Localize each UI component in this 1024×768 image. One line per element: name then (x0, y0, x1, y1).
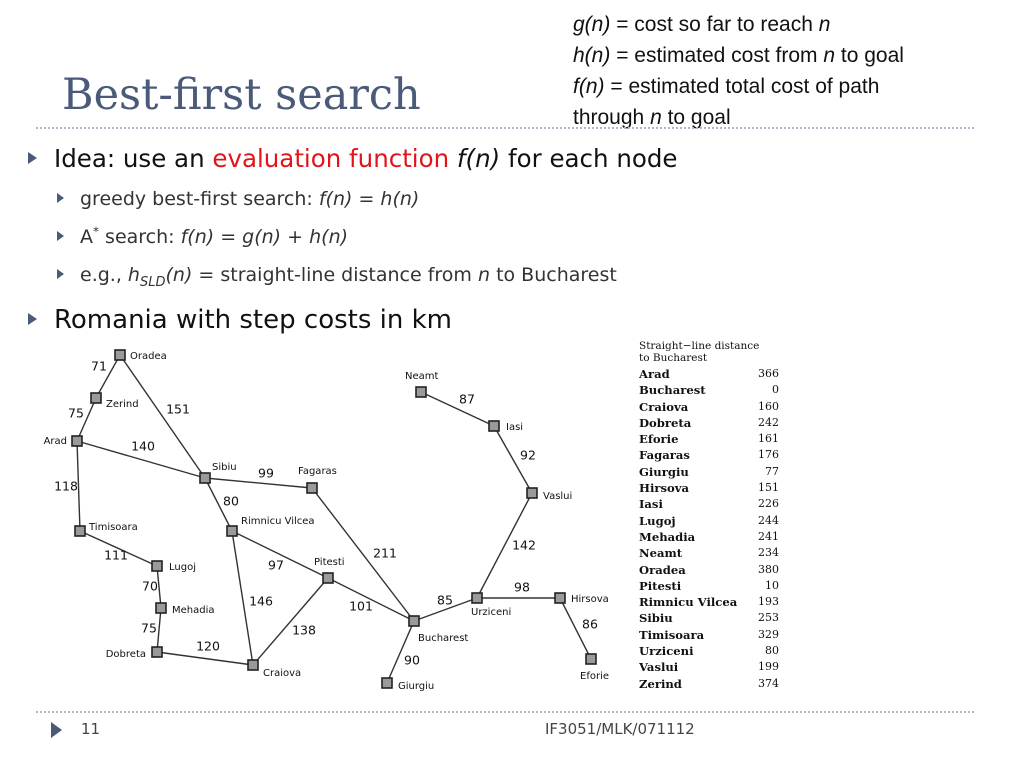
city-node-pitesti (323, 573, 333, 583)
city-node-bucharest (409, 616, 419, 626)
sld-row (639, 594, 779, 610)
city-label-urziceni: Urziceni (471, 607, 512, 618)
road-oradea-sibiu (120, 355, 205, 478)
city-label-mehadia: Mehadia (172, 605, 215, 616)
bullet-romania: Romania with step costs in km (28, 305, 452, 335)
sld-table (639, 340, 779, 692)
sld-distance: 241 (758, 529, 779, 543)
sld-city: Giurgiu (639, 464, 689, 479)
step-cost-label: 71 (91, 358, 107, 374)
sld-row (639, 382, 779, 398)
top-divider (36, 127, 974, 129)
sld-distance: 199 (758, 660, 779, 674)
city-node-craiova (248, 660, 258, 670)
road-dobreta-craiova (157, 652, 253, 665)
city-nodes (72, 350, 596, 688)
city-labels (44, 351, 609, 692)
sld-row (639, 513, 779, 529)
sld-row (639, 676, 779, 692)
sld-row (639, 578, 779, 594)
sld-distance: 234 (758, 546, 779, 560)
sld-city: Rimnicu Vilcea (639, 595, 738, 610)
step-cost-label: 70 (142, 578, 158, 594)
city-label-bucharest: Bucharest (418, 633, 469, 644)
city-label-lugoj: Lugoj (169, 562, 196, 573)
sld-distance: 176 (758, 448, 779, 462)
bullet-idea: Idea: use an evaluation function f(n) for each node (28, 144, 677, 173)
step-cost-label: 211 (373, 545, 397, 561)
footer-arrow-icon (51, 722, 62, 738)
sld-row (639, 447, 779, 463)
sld-distance: 160 (758, 399, 779, 413)
city-label-neamt: Neamt (405, 371, 439, 382)
sld-city: Craiova (639, 399, 689, 414)
city-label-eforie: Eforie (580, 671, 609, 682)
sld-city: Dobreta (639, 415, 692, 430)
road-iasi-neamt (421, 392, 494, 426)
city-node-giurgiu (382, 678, 392, 688)
sld-city: Oradea (639, 562, 686, 577)
sld-distance: 244 (758, 513, 779, 527)
sld-city: Arad (639, 367, 670, 381)
sld-city: Pitesti (639, 578, 682, 593)
city-label-rimnicu-vilcea: Rimnicu Vilcea (241, 516, 315, 527)
step-cost-label: 142 (512, 537, 536, 553)
sld-table-heading: Straight−line distance to Bucharest (639, 340, 760, 364)
sld-city: Lugoj (639, 513, 676, 528)
city-node-vaslui (527, 488, 537, 498)
definition-line: through n to goal (573, 106, 731, 129)
road-mehadia-dobreta (157, 608, 161, 652)
city-node-hirsova (555, 593, 565, 603)
step-cost-label: 101 (349, 598, 373, 614)
sld-city: Fagaras (639, 448, 690, 463)
sld-distance: 77 (765, 464, 779, 478)
city-node-oradea (115, 350, 125, 360)
city-label-sibiu: Sibiu (212, 462, 237, 473)
sld-row (639, 562, 779, 578)
city-label-pitesti: Pitesti (314, 557, 345, 568)
step-cost-label: 92 (520, 447, 536, 463)
sld-city: Sibiu (639, 611, 673, 626)
definition-line: f(n) = estimated total cost of path (573, 75, 880, 98)
bullet-arrow-icon (28, 313, 37, 325)
city-label-zerind: Zerind (106, 399, 139, 410)
step-cost-label: 111 (104, 547, 128, 563)
sld-city: Urziceni (639, 644, 694, 659)
sld-distance: 161 (758, 432, 779, 446)
city-label-iasi: Iasi (506, 422, 524, 433)
step-cost-label: 140 (131, 438, 155, 454)
step-cost-label: 80 (223, 493, 239, 509)
city-label-oradea: Oradea (130, 351, 167, 362)
city-label-fagaras: Fagaras (298, 466, 337, 477)
sld-row (639, 545, 779, 561)
step-cost-label: 90 (404, 652, 420, 668)
step-cost-label: 151 (166, 401, 190, 417)
step-cost-label: 87 (459, 391, 475, 407)
bullet-arrow-icon (57, 193, 64, 203)
step-cost-label: 86 (582, 616, 598, 632)
sld-city: Mehadia (639, 529, 696, 544)
sld-distance: 10 (765, 578, 779, 592)
bullet-greedy: greedy best-first search: f(n) = h(n) (57, 188, 419, 210)
sld-city: Neamt (639, 546, 683, 561)
city-node-timisoara (75, 526, 85, 536)
sld-row (639, 659, 779, 675)
step-cost-label: 138 (292, 622, 316, 638)
sld-distance: 380 (758, 562, 779, 576)
slide-title: Best-first search (62, 70, 421, 120)
sld-row (639, 431, 779, 447)
sld-distance: 253 (758, 611, 779, 625)
city-label-dobreta: Dobreta (105, 649, 146, 660)
step-cost-label: 97 (268, 557, 284, 573)
city-node-mehadia (156, 603, 166, 613)
city-label-giurgiu: Giurgiu (398, 681, 435, 692)
step-cost-label: 99 (258, 465, 274, 481)
step-cost-label: 75 (68, 405, 84, 421)
city-node-arad (72, 436, 82, 446)
sld-distance: 80 (765, 644, 779, 658)
city-node-rimnicu-vilcea (227, 526, 237, 536)
sld-distance: 151 (758, 481, 779, 495)
sld-row (639, 366, 779, 382)
city-node-fagaras (307, 483, 317, 493)
step-cost-label: 120 (196, 638, 220, 654)
city-node-dobreta (152, 647, 162, 657)
city-node-lugoj (152, 561, 162, 571)
sld-row (639, 496, 779, 512)
sld-city: Iasi (639, 497, 663, 512)
sld-row (639, 529, 779, 545)
romania-map (0, 330, 630, 700)
step-cost-label: 146 (249, 593, 273, 609)
bullet-astar: A* search: f(n) = g(n) + h(n) (57, 226, 348, 248)
city-label-vaslui: Vaslui (543, 491, 573, 502)
page-number: 11 (81, 720, 101, 738)
sld-row (639, 627, 779, 643)
sld-city: Timisoara (639, 627, 705, 642)
city-node-iasi (489, 421, 499, 431)
sld-row (639, 464, 779, 480)
sld-city: Zerind (639, 676, 682, 691)
sld-distance: 374 (758, 676, 779, 690)
bottom-divider (36, 711, 974, 713)
sld-row (639, 480, 779, 496)
sld-distance: 226 (758, 497, 779, 511)
definition-line: h(n) = estimated cost from n to goal (573, 44, 904, 67)
bullet-arrow-icon (57, 269, 64, 279)
sld-row (639, 610, 779, 626)
definitions-box (573, 9, 1018, 133)
city-node-neamt (416, 387, 426, 397)
sld-city: Bucharest (639, 383, 706, 398)
step-cost-label: 85 (437, 592, 453, 608)
city-node-eforie (586, 654, 596, 664)
sld-table-rows (639, 366, 779, 692)
definition-line: g(n) = cost so far to reach n (573, 13, 831, 36)
sld-city: Eforie (639, 432, 679, 447)
city-node-urziceni (472, 593, 482, 603)
sld-distance: 329 (758, 627, 779, 641)
city-node-sibiu (200, 473, 210, 483)
step-cost-label: 118 (54, 478, 78, 494)
bullet-arrow-icon (28, 152, 37, 164)
sld-distance: 366 (758, 367, 779, 380)
sld-city: Hirsova (639, 481, 689, 496)
sld-city: Vaslui (639, 660, 679, 675)
sld-distance: 242 (758, 415, 779, 429)
city-label-arad: Arad (43, 436, 67, 447)
step-cost-label: 98 (514, 579, 530, 595)
city-label-hirsova: Hirsova (571, 594, 609, 605)
bullet-arrow-icon (57, 231, 64, 241)
sld-row (639, 643, 779, 659)
city-label-timisoara: Timisoara (89, 522, 138, 533)
road-craiova-pitesti (253, 578, 328, 665)
bullet-example: e.g., $h_{SLD}(n)$ = straight-line distance from n to Bucharest (57, 264, 617, 286)
sld-distance: 193 (758, 595, 779, 609)
sld-row (639, 415, 779, 431)
sld-distance: 0 (772, 383, 779, 397)
city-label-craiova: Craiova (263, 668, 302, 679)
sld-row (639, 399, 779, 415)
step-cost-label: 75 (141, 620, 157, 636)
city-node-zerind (91, 393, 101, 403)
footer-course-code: IF3051/MLK/071112 (545, 720, 695, 738)
